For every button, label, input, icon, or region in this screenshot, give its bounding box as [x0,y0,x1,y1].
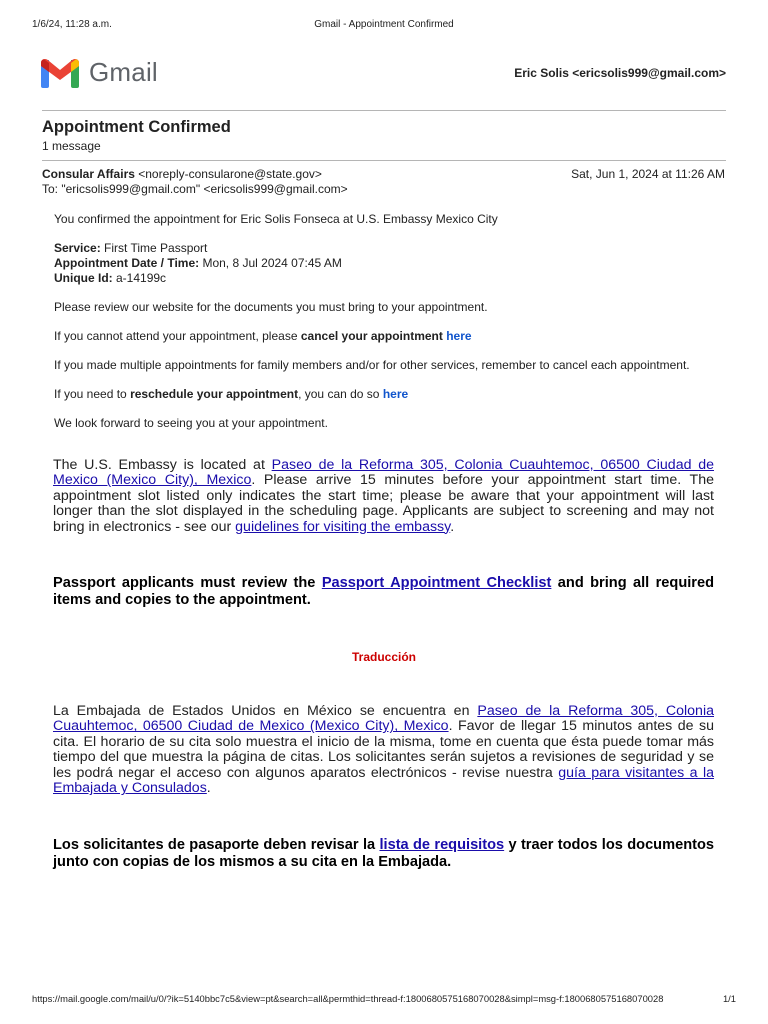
subject-divider [42,160,726,161]
review-line: Please review our website for the documents you must bring to your appointment. [54,300,488,314]
message-to [42,182,348,196]
sender-name: Consular Affairs [42,167,135,181]
es-passport-text-end: y traer todos los documentos junto con copias de los mismos a su cita en la Embajada. [53,837,714,870]
passport-text: Passport applicants must review the [53,575,322,591]
reschedule-bold: reschedule your appointment [130,387,299,401]
print-title: Gmail - Appointment Confirmed [314,19,454,30]
account-identity: Eric Solis <ericsolis999@gmail.com> [514,66,726,80]
logo-row [40,56,726,92]
cancel-line [54,329,472,343]
thread-subject: Appointment Confirmed [42,118,231,136]
reschedule-mid: , you can do so [298,387,383,401]
service-line [54,241,207,255]
multiple-line: If you made multiple appointments for family members and/or for other services, remember to cancel each appointment. [54,358,690,372]
print-footer [32,993,736,1005]
es-guide-link[interactable]: guía para visitantes a la Embajada y Consulados [53,764,714,797]
passport-checklist-link[interactable]: Passport Appointment Checklist [321,575,552,591]
es-details: . Favor de llegar 15 minutos antes de su cita. El horario de su cita solo muestra el inicio de la misma, tome en cuenta que ésta puede tomar más tiempo del que muestra la página de citas. Los solicitantes serán sujetos a revisiones de seguridad y se les podrá negar el acceso con algunos aparatos electrónicos - revise nuestra [53,718,714,781]
reschedule-line [54,387,408,401]
message-count: 1 message [42,139,101,153]
appointment-date-line [54,256,342,270]
reschedule-here-link[interactable]: here [382,387,409,401]
es-passport-text: Los solicitantes de pasaporte deben revisar la [53,837,380,853]
reschedule-text: If you need to [54,387,131,401]
passport-text-end: and bring all required items and copies to the appointment. [53,575,715,608]
unique-id-value: a-14199c [112,271,167,285]
message-date: Sat, Jun 1, 2024 at 11:26 AM [571,167,725,181]
print-url: https://mail.google.com/mail/u/0/?ik=5140bbc7c5&view=pt&search=all&permthid=thread-f:1800680575168070028&simpl=msg-f:1800680575168070028 [32,993,664,1004]
forward-line: We look forward to seeing you at your appointment. [54,416,328,430]
es-text: La Embajada de Estados Unidos en México se encuentra en [53,703,478,719]
print-datetime: 1/6/24, 11:28 a.m. [32,19,112,30]
to-label: To: [42,182,59,196]
service-value: First Time Passport [100,241,208,255]
sender-email: <noreply-consularone@state.gov> [138,167,322,181]
spanish-passport-notice [53,837,714,871]
spanish-embassy-paragraph [53,704,714,796]
gmail-wordmark: Gmail [89,57,158,87]
cancel-text: If you cannot attend your appointment, please [54,329,301,343]
confirm-line: You confirmed the appointment for Eric Solis Fonseca at U.S. Embassy Mexico City [54,212,498,226]
message-from [42,167,322,181]
embassy-text: The U.S. Embassy is located at [53,457,272,473]
embassy-details: . Please arrive 15 minutes before your appointment start time. The appointment slot listed only indicates the start time; please be aware that your appointment will last longer than the slot displayed in the scheduling page. Applicants are subject to screening and may not bring in electronics - see our [53,472,714,535]
unique-id-label: Unique Id: [54,271,113,285]
appointment-date-value: Mon, 8 Jul 2024 07:45 AM [199,256,342,270]
embassy-address-link[interactable]: Paseo de la Reforma 305, Colonia Cuauhtemoc, 06500 Ciudad de Mexico (Mexico City), Mexico [53,457,714,489]
appointment-date-label: Appointment Date / Time: [54,256,200,270]
gmail-logo-icon [40,58,80,89]
header-divider [42,110,726,111]
passport-notice [53,575,714,609]
print-header [32,19,736,33]
es-address-link[interactable]: Paseo de la Reforma 305, Colonia Cuauhtemoc, 06500 Ciudad de Mexico (Mexico City), Mexico [53,703,714,735]
cancel-here-link[interactable]: here [446,329,472,343]
embassy-end: . [450,518,455,535]
guidelines-link[interactable]: guidelines for visiting the embassy [235,518,451,535]
translation-heading: Traducción [351,650,416,664]
cancel-bold: cancel your appointment [300,329,443,343]
embassy-paragraph [53,458,714,535]
page-number: 1/1 [722,993,736,1004]
unique-id-line [54,271,166,285]
es-requirements-link[interactable]: lista de requisitos [379,837,505,853]
recipient: "ericsolis999@gmail.com" <ericsolis999@gmail.com> [61,182,348,196]
service-label: Service: [54,241,101,255]
es-end: . [206,780,211,797]
